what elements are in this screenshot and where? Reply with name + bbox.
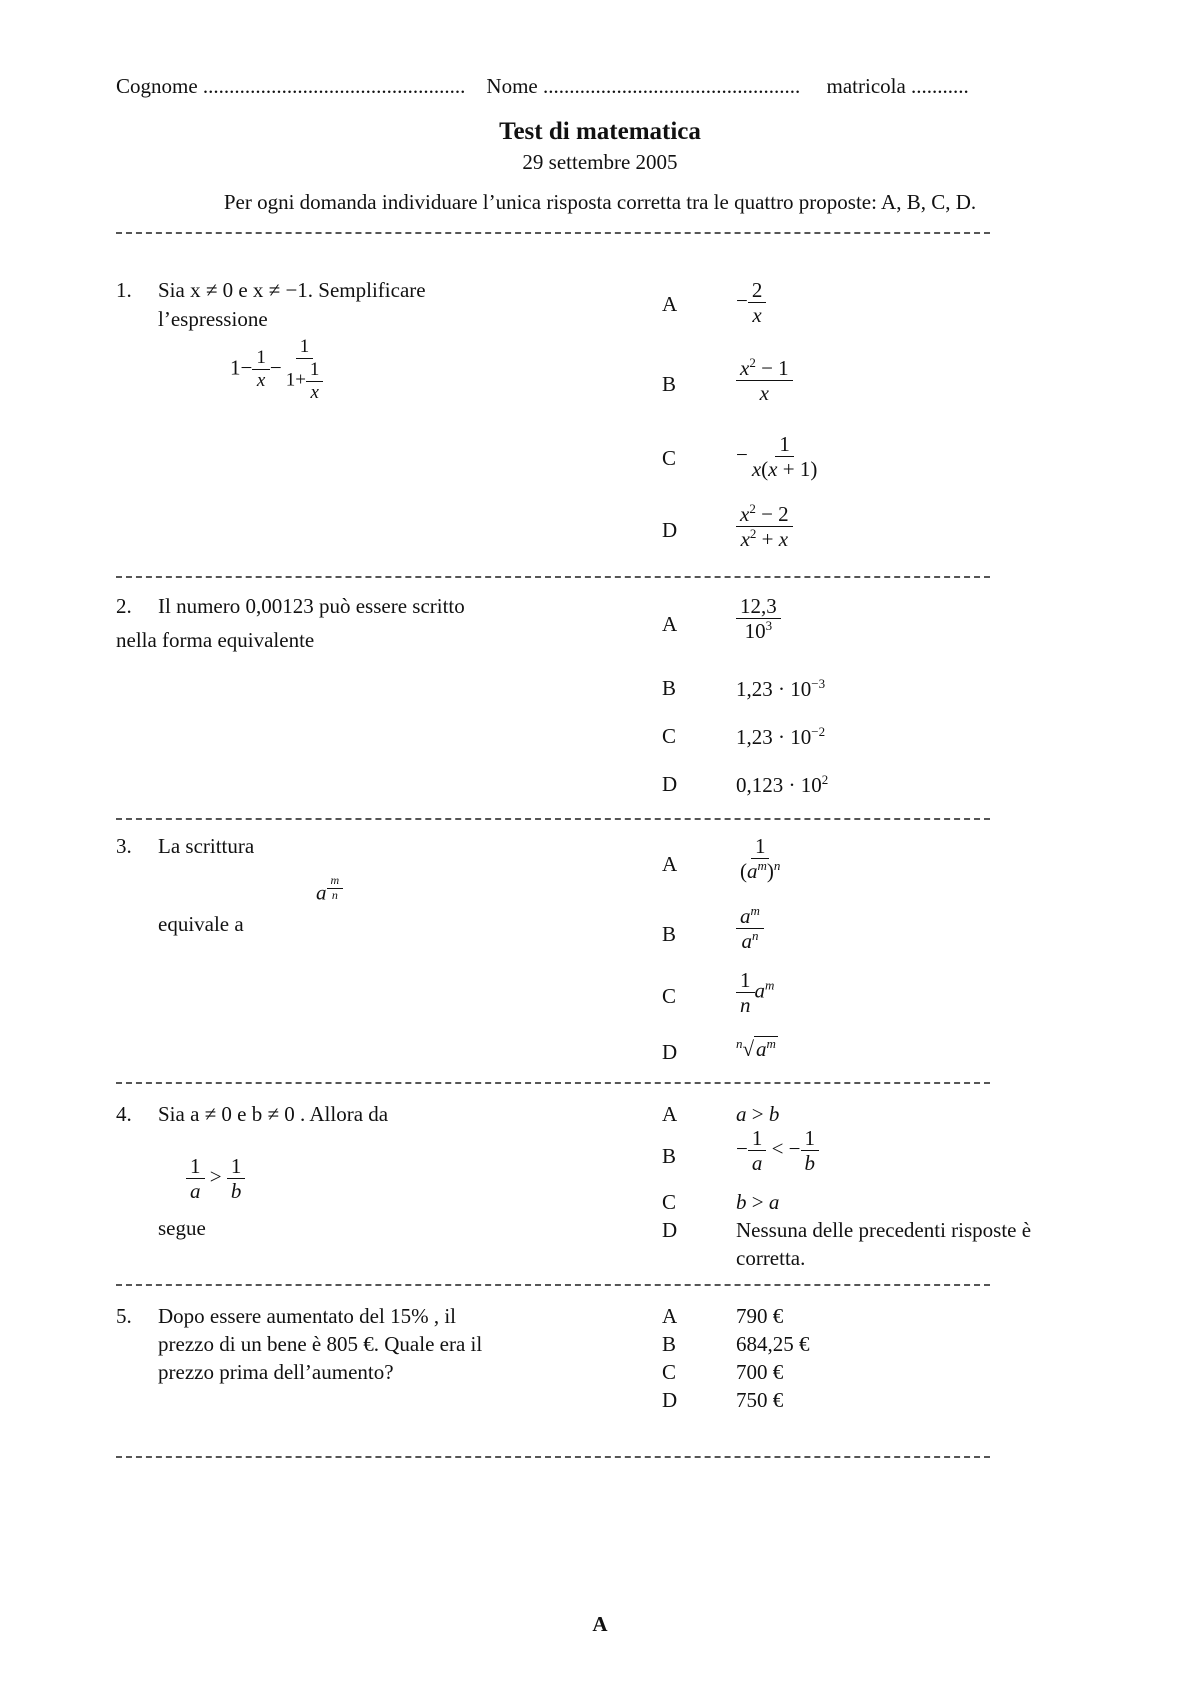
option-value-d[interactable]: $0,123 \cdot 10^2$ xyxy=(736,772,829,797)
option-letter: D xyxy=(662,1388,678,1412)
id-label: matricola xyxy=(826,74,906,98)
name-field[interactable]: ................................................. xyxy=(543,74,801,98)
option-letter: A xyxy=(662,292,678,316)
option-letter: D xyxy=(662,1218,678,1242)
option-value-b[interactable]: $\frac{a^m}{a^n}$ xyxy=(736,904,764,953)
question-text: prezzo di un bene è 805 €. Quale era il xyxy=(158,1332,483,1356)
version-letter: A xyxy=(592,1612,608,1636)
math-expression: a $^{\frac{m}{n}}$ xyxy=(316,874,343,905)
question-text: segue xyxy=(158,1216,206,1240)
math-expression: 1− $\frac{1}{x}$ − 1 1+ $\frac{1}{x}$ xyxy=(230,336,327,404)
surname-label: Cognome xyxy=(116,74,198,98)
option-letter: C xyxy=(662,1360,677,1384)
option-value-a[interactable]: 790 € xyxy=(736,1304,784,1328)
question-number: 5. xyxy=(116,1304,132,1328)
option-value-b[interactable]: 684,25 € xyxy=(736,1332,810,1356)
option-letter: A xyxy=(662,852,678,876)
option-value-a[interactable]: a > b xyxy=(736,1102,780,1126)
option-value-c[interactable]: $1,23 \cdot 10^{-2}$ xyxy=(736,724,826,749)
option-letter: B xyxy=(662,676,677,700)
option-value-d-cont: corretta. xyxy=(736,1246,806,1270)
question-number: 3. xyxy=(116,834,132,858)
question-text: l’espressione xyxy=(158,307,268,331)
question-text: Sia x ≠ 0 e x ≠ −1. Semplificare xyxy=(158,278,426,302)
instructions: Per ogni domanda individuare l’unica risposta corretta tra le quattro proposte: A, B, C, D. xyxy=(223,190,977,214)
divider xyxy=(116,1284,990,1286)
option-letter: D xyxy=(662,518,678,542)
option-value-c[interactable]: − $\frac{1}{x(x + 1)}$ xyxy=(736,432,818,482)
option-value-d[interactable]: Nessuna delle precedenti risposte è xyxy=(736,1218,1032,1242)
divider xyxy=(116,232,990,234)
question-text: Dopo essere aumentato del 15% , il xyxy=(158,1304,456,1328)
surname-field[interactable]: .................................................. xyxy=(202,74,466,98)
option-letter: B xyxy=(662,922,677,946)
option-value-c[interactable]: $\frac{1}{n}$ $a^m$ xyxy=(736,968,774,1017)
question-text: prezzo prima dell’aumento? xyxy=(158,1360,394,1384)
page-title: Test di matematica xyxy=(499,118,701,145)
question-text: nella forma equivalente xyxy=(116,628,315,652)
id-field[interactable]: ........... xyxy=(911,74,969,98)
question-number: 1. xyxy=(116,278,132,302)
divider xyxy=(116,818,990,820)
option-value-b[interactable]: $1,23 \cdot 10^{-3}$ xyxy=(736,676,826,701)
option-value-b[interactable]: $\frac{x^2 - 1}{x}$ xyxy=(736,356,793,405)
question-text: Sia a ≠ 0 e b ≠ 0 . Allora da xyxy=(158,1102,389,1126)
option-letter: A xyxy=(662,612,678,636)
option-value-a[interactable]: $\frac{1}{(a^m)^n}$ xyxy=(740,834,781,884)
option-value-c[interactable]: 700 € xyxy=(736,1360,784,1384)
divider xyxy=(116,1456,990,1458)
question-number: 4. xyxy=(116,1102,132,1126)
option-letter: C xyxy=(662,446,677,470)
option-letter: C xyxy=(662,724,677,748)
option-value-a[interactable]: − $\frac{2}{x}$ xyxy=(736,278,766,327)
question-text: La scrittura xyxy=(158,834,255,858)
option-value-b[interactable]: − $\frac{1}{a}$ < − $\frac{1}{b}$ xyxy=(736,1126,819,1175)
option-value-d[interactable]: $^n√a^m$ xyxy=(736,1036,776,1061)
student-info-line xyxy=(116,74,969,99)
question-text: Il numero 0,00123 può essere scritto xyxy=(158,594,465,618)
name-label: Nome xyxy=(486,74,538,98)
option-letter: D xyxy=(662,772,678,796)
option-letter: B xyxy=(662,1144,677,1168)
option-value-d[interactable]: $\frac{x^2 - 2}{x^2 + x}$ xyxy=(736,502,793,551)
option-letter: C xyxy=(662,984,677,1008)
option-letter: A xyxy=(662,1102,678,1126)
question-text: equivale a xyxy=(158,912,244,936)
option-value-c[interactable]: b > a xyxy=(736,1190,780,1214)
option-value-d[interactable]: 750 € xyxy=(736,1388,784,1412)
question-number: 2. xyxy=(116,594,132,618)
option-letter: B xyxy=(662,1332,677,1356)
option-value-a[interactable]: $\frac{12,3}{10^3}$ xyxy=(736,594,781,643)
test-date: 29 settembre 2005 xyxy=(522,150,678,174)
option-letter: C xyxy=(662,1190,677,1214)
math-expression: $\frac{1}{a}$ > $\frac{1}{b}$ xyxy=(186,1154,245,1203)
option-letter: D xyxy=(662,1040,678,1064)
divider xyxy=(116,576,990,578)
option-letter: B xyxy=(662,372,677,396)
option-letter: A xyxy=(662,1304,678,1328)
divider xyxy=(116,1082,990,1084)
